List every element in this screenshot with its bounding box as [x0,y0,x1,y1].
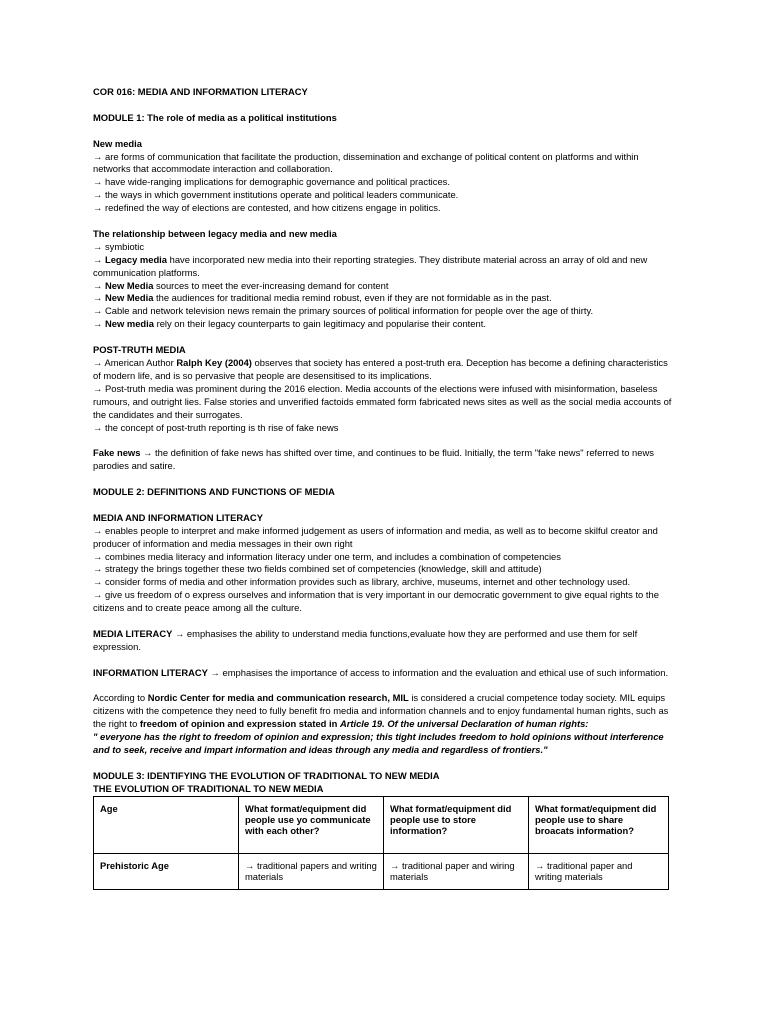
new-media-heading: New media [93,137,142,149]
evolution-table [93,796,669,890]
module2-title: MODULE 2: DEFINITIONS AND FUNCTIONS OF MEDIA [93,486,335,497]
udhr-quote: " everyone has the right to freedom of opinion and expression; this tight includes freedom to hold opinions without interference and to seek, receive and impart information and ideas through any media and regardless of frontiers." [93,731,664,756]
post-truth-line: → Post-truth media was prominent during the 2016 election. Media accounts of the elections were infused with misinformation, baseless rumours, and outright lies. False stories and unverified factoids emmated form fabricated news sites as well as the social media accounts of the candidates and their surrogates. [93,382,672,420]
mil-line: → strategy the brings together these two fields combined set of competencies (knowledge, skill and attitude) [93,563,542,575]
mil-line: → give us freedom of o express ourselves and information that is very important in our democratic government to give equal rights to the citizens and to create peace among all the culture. [93,589,659,614]
new-media-line: → have wide-ranging implications for demographic governance and political practices. [93,176,450,188]
new-media-line: → redefined the way of elections are contested, and how citizens engage in politics. [93,202,441,214]
nordic-paragraph: According to Nordic Center for media and communication research, MIL is considered a crucial competence today society. MIL equips citizens with the competence they need to fully benefit fro media and information channels and to enjoy fundamental human rights, such as the right to freedom of opinion and expression stated in Article 19. Of the universal Declaration of human rights: [93,692,669,730]
mil-line: → consider forms of media and other information provides such as library, archive, museums, internet and other technology used. [93,576,631,588]
table-header-cell: Age [94,796,239,853]
relationship-line: → New media rely on their legacy counterparts to gain legitimacy and popularise their content. [93,318,486,330]
mil-line: → combines media literacy and information literacy under one term, and includes a combination of competencies [93,550,561,562]
table-header-row [94,796,669,853]
table-cell: → traditional paper and wiring materials [384,853,529,889]
table-cell: Prehistoric Age [94,853,239,889]
post-truth-line: → American Author Ralph Key (2004) observes that society has entered a post-truth era. Deception has become a defining characteristics of modern life, and is so pervasive that people are desensitised to its implications. [93,356,668,381]
table-header-cell: What format/equipment did people use to store information? [384,796,529,853]
table-cell: → traditional papers and writing materials [239,853,384,889]
post-truth-line: → the concept of post-truth reporting is th rise of fake news [93,421,339,433]
information-literacy-paragraph: INFORMATION LITERACY → emphasises the importance of access to information and the evaluation and ethical use of such information. [93,666,669,678]
table-row [94,853,669,889]
relationship-line: → Cable and network television news remain the primary sources of political information for people over the age of thirty. [93,305,594,317]
relationship-heading: The relationship between legacy media and new media [93,227,337,239]
relationship-line: → Legacy media have incorporated new media into their reporting strategies. They distribute material across an array of old and new communication platforms. [93,253,648,278]
media-literacy-paragraph: MEDIA LITERACY → emphasises the ability to understand media functions,evaluate how they are performed and use them for self expression. [93,627,638,652]
table-header-cell: What format/equipment did people use to share broacats information? [529,796,669,853]
new-media-line: → the ways in which government institutions operate and political leaders communicate. [93,189,459,201]
post-truth-heading: POST-TRUTH MEDIA [93,344,186,356]
document-page [93,86,673,890]
new-media-line: → are forms of communication that facilitate the production, dissemination and exchange of political content on platforms and within networks that accommodate interaction and collaboration. [93,150,639,175]
table-cell: → traditional paper and writing materials [529,853,669,889]
relationship-line: → symbiotic [93,240,145,252]
course-title: COR 016: MEDIA AND INFORMATION LITERACY [93,86,308,97]
module1-title: MODULE 1: The role of media as a political institutions [93,111,337,123]
fake-news-paragraph: Fake news → the definition of fake news has shifted over time, and continues to be fluid. Initially, the term "fake news" referred to news parodies and satire. [93,447,654,472]
relationship-line: → New Media sources to meet the ever-increasing demand for content [93,279,389,291]
mil-line: → enables people to interpret and make informed judgement as users of information and media, as well as to become skilful creator and producer of information and media messages in their own right [93,524,658,549]
table-header-cell: What format/equipment did people use yo communicate with each other? [239,796,384,853]
module3-subtitle: THE EVOLUTION OF TRADITIONAL TO NEW MEDIA [93,782,324,794]
mil-heading: MEDIA AND INFORMATION LITERACY [93,511,263,523]
relationship-line: → New Media the audiences for traditional media remind robust, even if they are not formidable as in the past. [93,292,552,304]
module3-title: MODULE 3: IDENTIFYING THE EVOLUTION OF TRADITIONAL TO NEW MEDIA [93,769,440,781]
